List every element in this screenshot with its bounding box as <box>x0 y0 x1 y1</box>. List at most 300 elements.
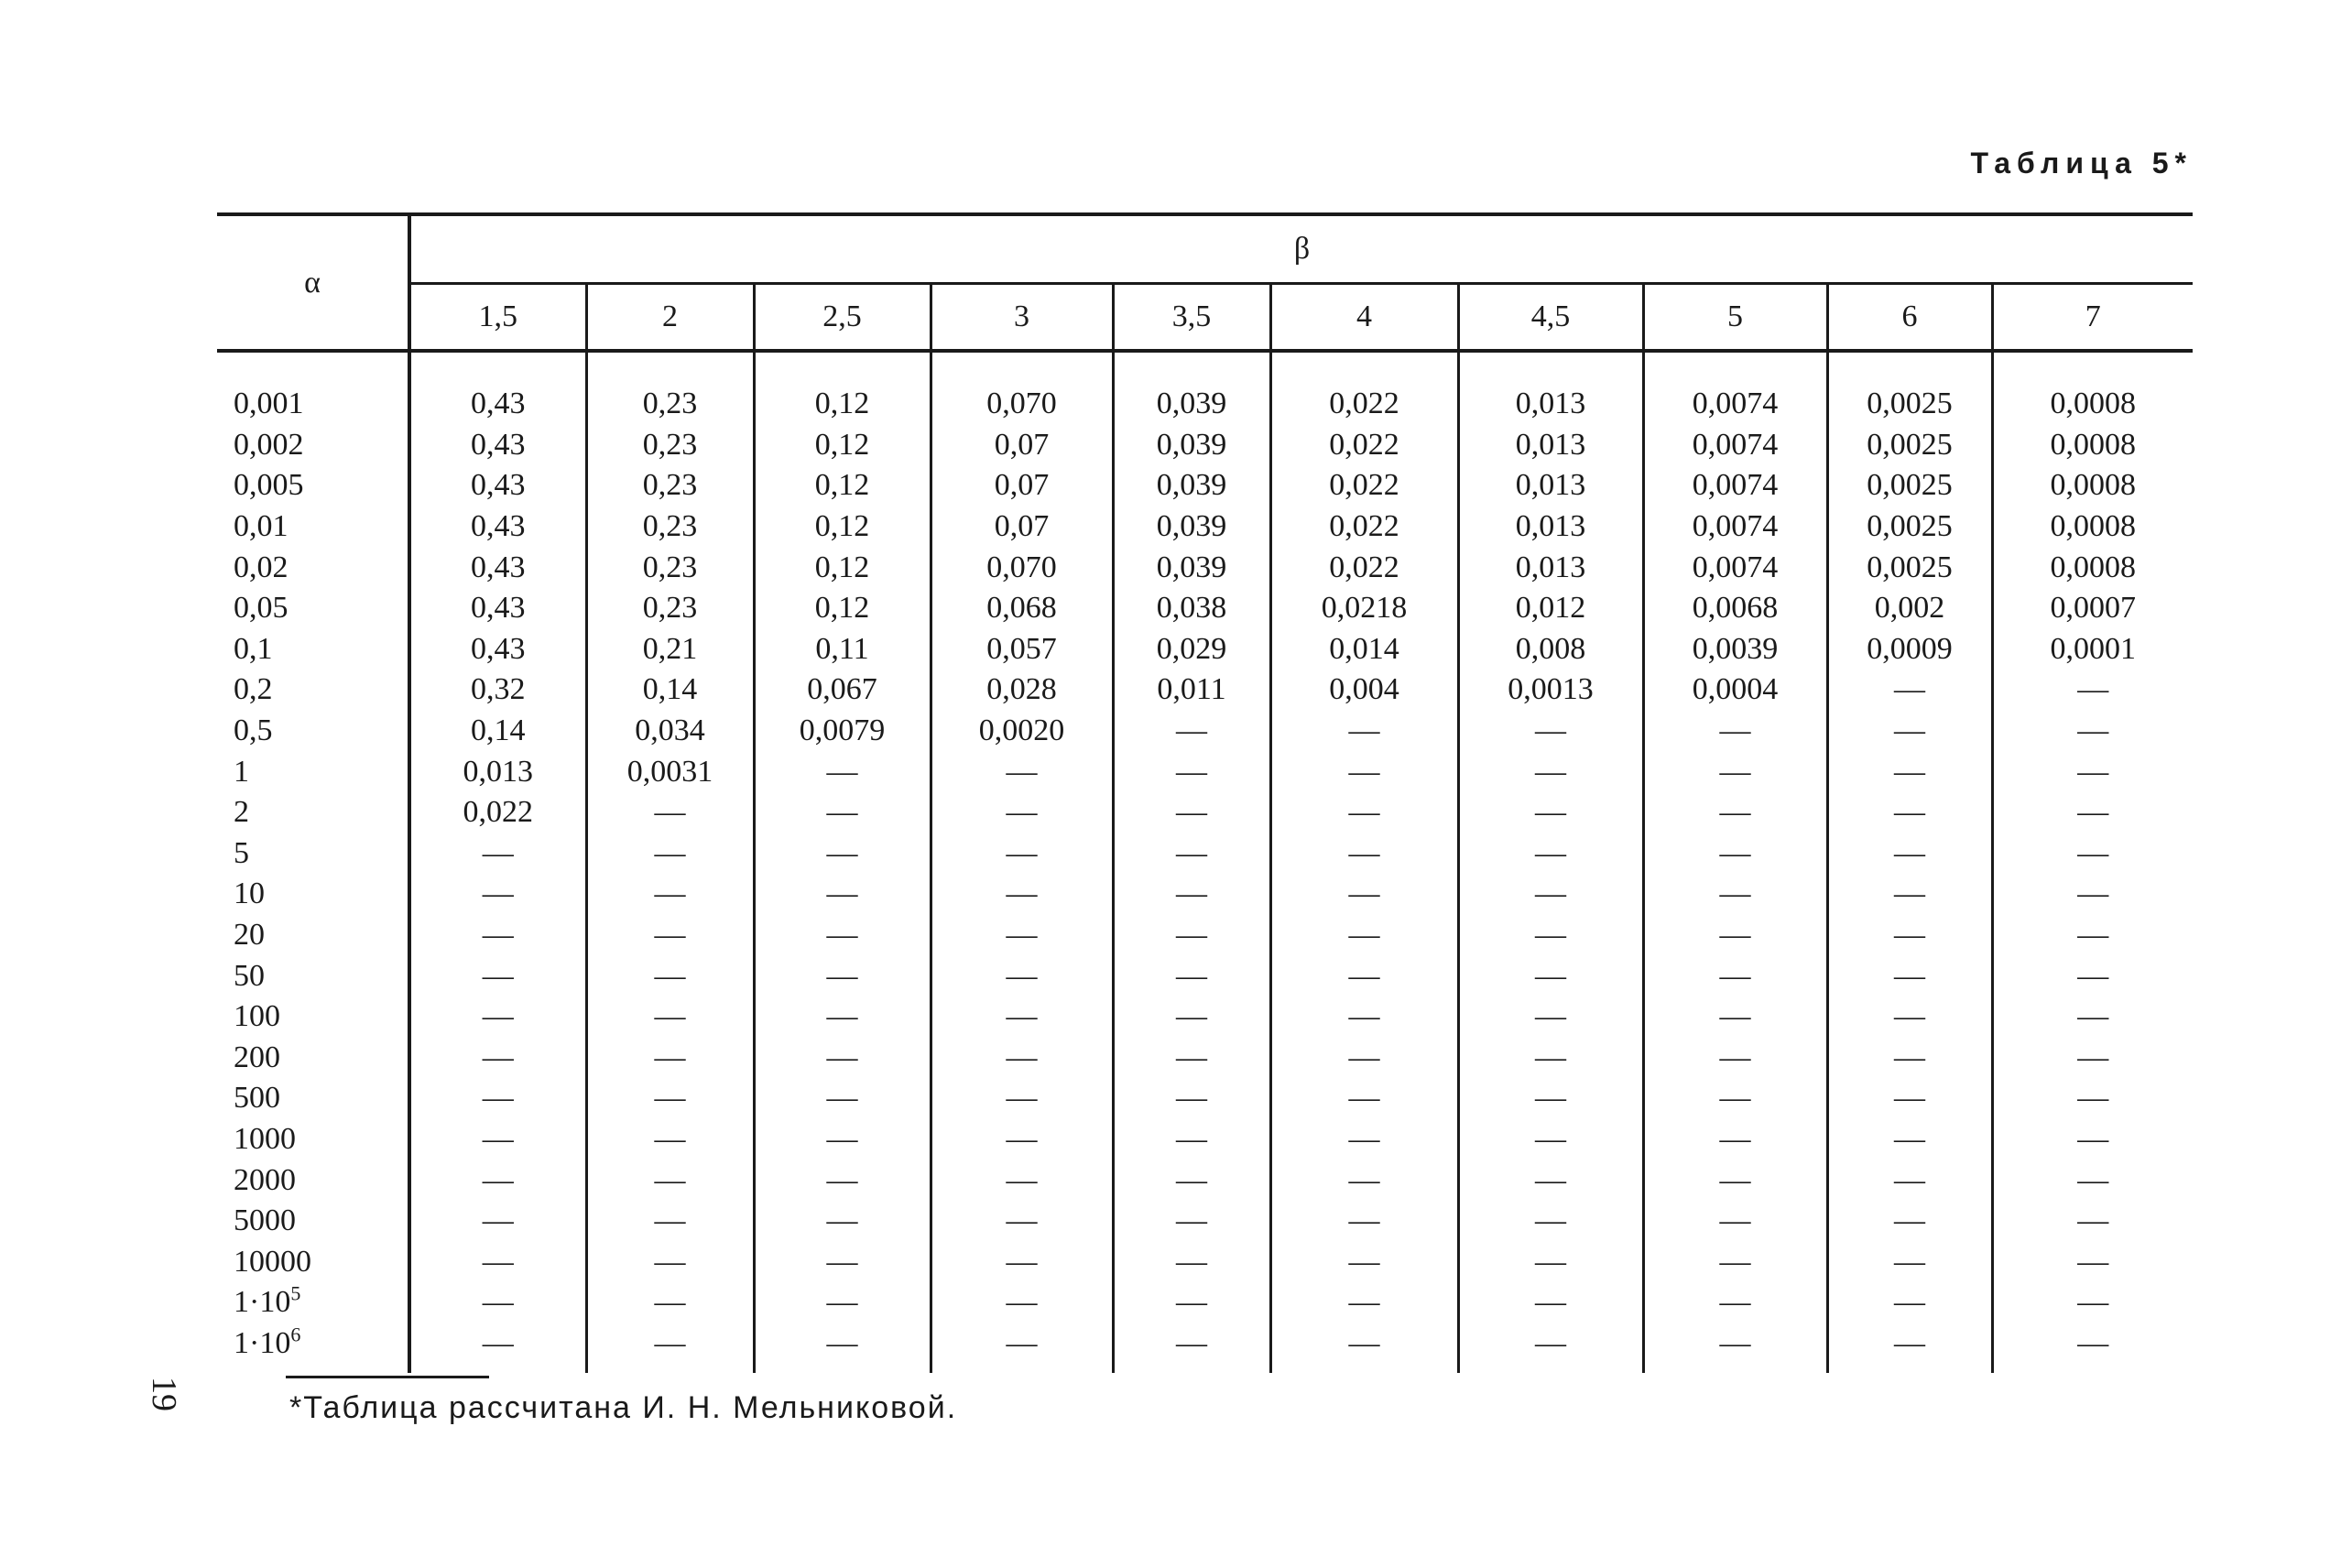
value-cell: 0,0008 <box>2050 550 2137 584</box>
value-cell: — <box>931 1160 1113 1201</box>
value-cell: — <box>409 833 586 875</box>
value-cell: 0,022 <box>1270 465 1458 506</box>
alpha-value: 0,2 <box>234 672 273 707</box>
value-cell: — <box>2077 795 2109 830</box>
value-cell: — <box>586 996 754 1038</box>
value-cell: — <box>754 955 931 996</box>
value-cell: — <box>931 915 1113 956</box>
value-cell: — <box>2077 672 2109 707</box>
value-cell: — <box>409 1160 586 1201</box>
value-cell: — <box>409 1323 586 1374</box>
table-row <box>217 833 2193 875</box>
footnote: *Таблица рассчитана И. Н. Мельниковой. <box>289 1390 958 1425</box>
value-cell: — <box>1270 1282 1458 1323</box>
value-cell: 0,0025 <box>1827 506 1992 548</box>
value-cell: 0,0074 <box>1643 351 1827 425</box>
data-table <box>217 212 2193 1373</box>
value-cell: 0,12 <box>754 351 931 425</box>
value-cell: — <box>1113 996 1270 1038</box>
header-row-beta <box>217 214 2193 284</box>
value-cell: — <box>1458 833 1643 875</box>
value-cell: — <box>754 915 931 956</box>
value-cell: 0,12 <box>754 588 931 629</box>
value-cell: — <box>2077 1040 2109 1074</box>
alpha-value: 0,002 <box>234 427 304 462</box>
value-cell: — <box>1643 1282 1827 1323</box>
value-cell: — <box>1458 751 1643 792</box>
value-cell: — <box>409 1282 586 1323</box>
value-cell: 0,07 <box>931 465 1113 506</box>
value-cell: — <box>1458 711 1643 752</box>
value-cell: — <box>586 1160 754 1201</box>
alpha-value: 5000 <box>234 1203 296 1238</box>
value-cell: — <box>586 1323 754 1374</box>
value-cell: — <box>2077 999 2109 1034</box>
value-cell: — <box>754 874 931 915</box>
value-cell: 0,034 <box>586 711 754 752</box>
value-cell: — <box>409 955 586 996</box>
value-cell: — <box>931 996 1113 1038</box>
value-cell: 0,022 <box>1270 351 1458 425</box>
value-cell: — <box>409 915 586 956</box>
alpha-value: 0,005 <box>234 468 304 503</box>
value-cell: 0,21 <box>586 629 754 670</box>
value-cell: — <box>1458 955 1643 996</box>
value-cell: 0,068 <box>931 588 1113 629</box>
value-cell: — <box>931 1201 1113 1242</box>
table-row <box>217 955 2193 996</box>
alpha-value: 10 <box>234 877 265 911</box>
value-cell: — <box>1113 751 1270 792</box>
value-cell: — <box>586 874 754 915</box>
value-cell: — <box>1458 1160 1643 1201</box>
value-cell: — <box>1827 1038 1992 1079</box>
value-cell: — <box>754 1078 931 1119</box>
value-cell: — <box>1643 751 1827 792</box>
alpha-value: 1·10 <box>234 1325 291 1360</box>
beta-column-header: 4,5 <box>1458 284 1643 352</box>
value-cell: — <box>754 1323 931 1374</box>
value-cell: — <box>2077 1285 2109 1320</box>
value-cell: 0,013 <box>409 751 586 792</box>
value-cell: 0,070 <box>931 351 1113 425</box>
table-row <box>217 425 2193 466</box>
value-cell: — <box>2077 1244 2109 1279</box>
value-cell: — <box>1270 915 1458 956</box>
value-cell: — <box>1113 1323 1270 1374</box>
table-row <box>217 1160 2193 1201</box>
table-row <box>217 1038 2193 1079</box>
value-cell: 0,0039 <box>1643 629 1827 670</box>
value-cell: — <box>1113 874 1270 915</box>
value-cell: — <box>2077 835 2109 870</box>
value-cell: — <box>586 1282 754 1323</box>
value-cell: 0,0025 <box>1827 351 1992 425</box>
value-cell: 0,028 <box>931 670 1113 711</box>
value-cell: 0,0007 <box>2050 591 2137 626</box>
value-cell: — <box>2077 754 2109 789</box>
value-cell: 0,039 <box>1113 425 1270 466</box>
alpha-value-cell <box>217 629 409 670</box>
alpha-value: 500 <box>234 1081 280 1116</box>
value-cell: — <box>2077 918 2109 953</box>
value-cell: 0,23 <box>586 425 754 466</box>
value-cell: — <box>586 1038 754 1079</box>
value-cell: 0,013 <box>1458 547 1643 588</box>
value-cell: 0,43 <box>409 588 586 629</box>
value-cell: 0,0025 <box>1827 425 1992 466</box>
value-cell: 0,002 <box>1827 588 1992 629</box>
table-row <box>217 996 2193 1038</box>
value-cell: — <box>1270 1201 1458 1242</box>
value-cell: — <box>1643 915 1827 956</box>
page-number: 19 <box>145 1377 183 1411</box>
value-cell: 0,23 <box>586 506 754 548</box>
value-cell: — <box>2077 1121 2109 1156</box>
value-cell: 0,0008 <box>2050 387 2137 421</box>
value-cell: — <box>1113 833 1270 875</box>
table-row <box>217 1119 2193 1160</box>
value-cell: — <box>1643 1201 1827 1242</box>
value-cell: 0,23 <box>586 465 754 506</box>
value-cell: — <box>1458 1282 1643 1323</box>
value-cell: — <box>1827 711 1992 752</box>
table-row <box>217 751 2193 792</box>
value-cell: — <box>754 1160 931 1201</box>
value-cell: — <box>409 1241 586 1282</box>
value-cell: 0,012 <box>1458 588 1643 629</box>
alpha-value-cell <box>217 711 409 752</box>
value-cell: — <box>409 1119 586 1160</box>
value-cell: — <box>931 1038 1113 1079</box>
value-cell: 0,12 <box>754 465 931 506</box>
value-cell: 0,0008 <box>2050 468 2137 503</box>
table-row <box>217 1282 2193 1323</box>
value-cell: — <box>2077 1203 2109 1238</box>
alpha-value: 0,02 <box>234 550 289 584</box>
value-cell: — <box>586 1241 754 1282</box>
table-body <box>217 351 2193 1373</box>
alpha-value: 1000 <box>234 1121 296 1156</box>
value-cell: — <box>586 1078 754 1119</box>
value-cell: 0,0020 <box>931 711 1113 752</box>
value-cell: — <box>1827 1078 1992 1119</box>
beta-column-header: 2 <box>586 284 754 352</box>
alpha-value-cell <box>217 833 409 875</box>
value-cell: — <box>754 833 931 875</box>
alpha-value-cell <box>217 1078 409 1119</box>
table-row <box>217 1078 2193 1119</box>
value-cell: — <box>1270 1323 1458 1374</box>
value-cell: 0,32 <box>409 670 586 711</box>
value-cell: — <box>1827 1241 1992 1282</box>
value-cell: — <box>2077 877 2109 911</box>
value-cell: — <box>1643 833 1827 875</box>
value-cell: 0,07 <box>931 506 1113 548</box>
value-cell: — <box>1113 1038 1270 1079</box>
value-cell: 0,038 <box>1113 588 1270 629</box>
footnote-divider <box>286 1376 489 1378</box>
value-cell: — <box>1458 1323 1643 1374</box>
alpha-value-cell <box>217 1119 409 1160</box>
alpha-value-cell <box>217 1323 409 1374</box>
value-cell: — <box>409 874 586 915</box>
value-cell: 0,070 <box>931 547 1113 588</box>
value-cell: 0,029 <box>1113 629 1270 670</box>
value-cell: 0,43 <box>409 351 586 425</box>
value-cell: 0,12 <box>754 425 931 466</box>
table-row <box>217 670 2193 711</box>
table-row <box>217 1323 2193 1374</box>
value-cell: — <box>1270 1078 1458 1119</box>
value-cell: 0,11 <box>754 629 931 670</box>
value-cell: — <box>1270 751 1458 792</box>
value-cell: — <box>409 1078 586 1119</box>
value-cell: 0,057 <box>931 629 1113 670</box>
value-cell: — <box>1270 1160 1458 1201</box>
value-cell: — <box>931 792 1113 833</box>
alpha-value-cell <box>217 1241 409 1282</box>
alpha-value-cell <box>217 465 409 506</box>
value-cell: — <box>1458 1078 1643 1119</box>
value-cell: — <box>1113 1119 1270 1160</box>
value-cell: — <box>1113 1282 1270 1323</box>
value-cell: — <box>586 833 754 875</box>
table-row <box>217 506 2193 548</box>
value-cell: — <box>1643 1241 1827 1282</box>
data-table-container <box>217 212 2193 1373</box>
table-header <box>217 214 2193 351</box>
alpha-exponent: 5 <box>290 1282 301 1306</box>
value-cell: — <box>409 1038 586 1079</box>
value-cell: 0,0004 <box>1643 670 1827 711</box>
value-cell: — <box>1643 711 1827 752</box>
value-cell: — <box>931 1119 1113 1160</box>
value-cell: — <box>1643 1038 1827 1079</box>
alpha-value-cell <box>217 1160 409 1201</box>
value-cell: — <box>931 874 1113 915</box>
value-cell: — <box>1270 996 1458 1038</box>
value-cell: — <box>1458 792 1643 833</box>
alpha-value: 200 <box>234 1040 280 1074</box>
alpha-value: 10000 <box>234 1244 311 1279</box>
value-cell: 0,014 <box>1270 629 1458 670</box>
value-cell: — <box>1113 1078 1270 1119</box>
table-label: Таблица 5* <box>1970 147 2193 180</box>
value-cell: — <box>2077 1325 2109 1360</box>
value-cell: — <box>1113 711 1270 752</box>
value-cell: 0,0074 <box>1643 465 1827 506</box>
value-cell: — <box>2077 958 2109 993</box>
value-cell: — <box>1827 1201 1992 1242</box>
alpha-value: 1·10 <box>234 1285 291 1320</box>
value-cell: 0,039 <box>1113 506 1270 548</box>
value-cell: 0,12 <box>754 547 931 588</box>
value-cell: — <box>1458 1119 1643 1160</box>
value-cell: 0,43 <box>409 547 586 588</box>
value-cell: 0,0008 <box>2050 509 2137 544</box>
alpha-value: 2000 <box>234 1162 296 1197</box>
value-cell: 0,12 <box>754 506 931 548</box>
value-cell: 0,0074 <box>1643 547 1827 588</box>
value-cell: 0,008 <box>1458 629 1643 670</box>
alpha-value: 5 <box>234 835 249 870</box>
value-cell: 0,0218 <box>1270 588 1458 629</box>
value-cell: — <box>409 996 586 1038</box>
value-cell: — <box>1827 915 1992 956</box>
value-cell: — <box>1827 833 1992 875</box>
value-cell: — <box>754 1241 931 1282</box>
value-cell: 0,0025 <box>1827 547 1992 588</box>
alpha-value: 20 <box>234 918 265 953</box>
value-cell: — <box>1643 955 1827 996</box>
beta-column-group-header: β <box>409 214 2193 284</box>
alpha-value-cell <box>217 1201 409 1242</box>
value-cell: — <box>1113 955 1270 996</box>
value-cell: — <box>1270 874 1458 915</box>
alpha-value: 0,1 <box>234 631 273 666</box>
beta-column-header: 5 <box>1643 284 1827 352</box>
value-cell: — <box>1643 1160 1827 1201</box>
value-cell: — <box>931 833 1113 875</box>
value-cell: — <box>586 792 754 833</box>
value-cell: — <box>2077 1081 2109 1116</box>
value-cell: 0,004 <box>1270 670 1458 711</box>
value-cell: — <box>1458 1201 1643 1242</box>
value-cell: — <box>1458 1038 1643 1079</box>
table-row <box>217 1241 2193 1282</box>
value-cell: — <box>1827 1323 1992 1374</box>
value-cell: 0,43 <box>409 425 586 466</box>
value-cell: — <box>586 1201 754 1242</box>
value-cell: — <box>2077 713 2109 748</box>
alpha-value-cell <box>217 351 409 425</box>
value-cell: 0,0025 <box>1827 465 1992 506</box>
value-cell: — <box>1270 711 1458 752</box>
value-cell: — <box>1458 915 1643 956</box>
value-cell: — <box>586 955 754 996</box>
value-cell: — <box>1827 1119 1992 1160</box>
alpha-exponent: 6 <box>290 1323 301 1346</box>
value-cell: — <box>1827 792 1992 833</box>
value-cell: 0,14 <box>586 670 754 711</box>
value-cell: — <box>409 1201 586 1242</box>
value-cell: — <box>754 1038 931 1079</box>
alpha-value-cell <box>217 1282 409 1323</box>
value-cell: — <box>1113 1241 1270 1282</box>
beta-column-header: 3 <box>931 284 1113 352</box>
alpha-value-cell <box>217 996 409 1038</box>
value-cell: 0,43 <box>409 629 586 670</box>
value-cell: 0,039 <box>1113 465 1270 506</box>
value-cell: — <box>2077 1162 2109 1197</box>
beta-column-header: 4 <box>1270 284 1458 352</box>
value-cell: 0,0008 <box>2050 427 2137 462</box>
value-cell: 0,022 <box>1270 547 1458 588</box>
alpha-value-cell <box>217 792 409 833</box>
value-cell: — <box>1113 1201 1270 1242</box>
value-cell: — <box>754 751 931 792</box>
value-cell: 0,0031 <box>586 751 754 792</box>
value-cell: — <box>1270 1038 1458 1079</box>
table-row <box>217 874 2193 915</box>
beta-column-header: 1,5 <box>409 284 586 352</box>
value-cell: — <box>754 792 931 833</box>
beta-column-header: 3,5 <box>1113 284 1270 352</box>
value-cell: — <box>754 1282 931 1323</box>
value-cell: 0,039 <box>1113 547 1270 588</box>
value-cell: — <box>1643 874 1827 915</box>
table-row <box>217 711 2193 752</box>
value-cell: — <box>931 1282 1113 1323</box>
value-cell: 0,0009 <box>1827 629 1992 670</box>
value-cell: 0,0074 <box>1643 425 1827 466</box>
value-cell: 0,022 <box>1270 425 1458 466</box>
value-cell: 0,039 <box>1113 351 1270 425</box>
value-cell: — <box>1270 955 1458 996</box>
value-cell: — <box>1827 1282 1992 1323</box>
value-cell: 0,0068 <box>1643 588 1827 629</box>
value-cell: — <box>1270 833 1458 875</box>
value-cell: — <box>586 915 754 956</box>
table-row <box>217 588 2193 629</box>
alpha-value-cell <box>217 506 409 548</box>
value-cell: — <box>754 1201 931 1242</box>
value-cell: — <box>1643 1078 1827 1119</box>
value-cell: — <box>1643 996 1827 1038</box>
value-cell: 0,23 <box>586 351 754 425</box>
table-row <box>217 547 2193 588</box>
value-cell: — <box>1113 1160 1270 1201</box>
value-cell: 0,013 <box>1458 465 1643 506</box>
value-cell: 0,07 <box>931 425 1113 466</box>
alpha-value-cell <box>217 547 409 588</box>
table-row <box>217 465 2193 506</box>
table-row <box>217 792 2193 833</box>
value-cell: — <box>1270 1241 1458 1282</box>
value-cell: 0,23 <box>586 547 754 588</box>
value-cell: — <box>754 996 931 1038</box>
value-cell: 0,14 <box>409 711 586 752</box>
value-cell: — <box>931 1078 1113 1119</box>
value-cell: — <box>754 1119 931 1160</box>
value-cell: — <box>1827 955 1992 996</box>
value-cell: — <box>1643 792 1827 833</box>
alpha-value: 0,001 <box>234 387 304 421</box>
alpha-value: 0,5 <box>234 713 273 748</box>
value-cell: — <box>1827 874 1992 915</box>
value-cell: 0,0079 <box>754 711 931 752</box>
table-row <box>217 915 2193 956</box>
value-cell: 0,013 <box>1458 351 1643 425</box>
value-cell: 0,013 <box>1458 425 1643 466</box>
beta-column-header: 6 <box>1827 284 1992 352</box>
beta-column-header: 7 <box>1992 284 2193 352</box>
value-cell: — <box>1827 751 1992 792</box>
value-cell: — <box>1458 996 1643 1038</box>
value-cell: 0,23 <box>586 588 754 629</box>
value-cell: — <box>1643 1119 1827 1160</box>
value-cell: — <box>1827 670 1992 711</box>
value-cell: — <box>1643 1323 1827 1374</box>
table-row <box>217 1201 2193 1242</box>
value-cell: 0,013 <box>1458 506 1643 548</box>
value-cell: — <box>1827 996 1992 1038</box>
alpha-value: 100 <box>234 999 280 1034</box>
table-row <box>217 629 2193 670</box>
alpha-value: 2 <box>234 795 249 830</box>
alpha-value: 1 <box>234 754 249 789</box>
